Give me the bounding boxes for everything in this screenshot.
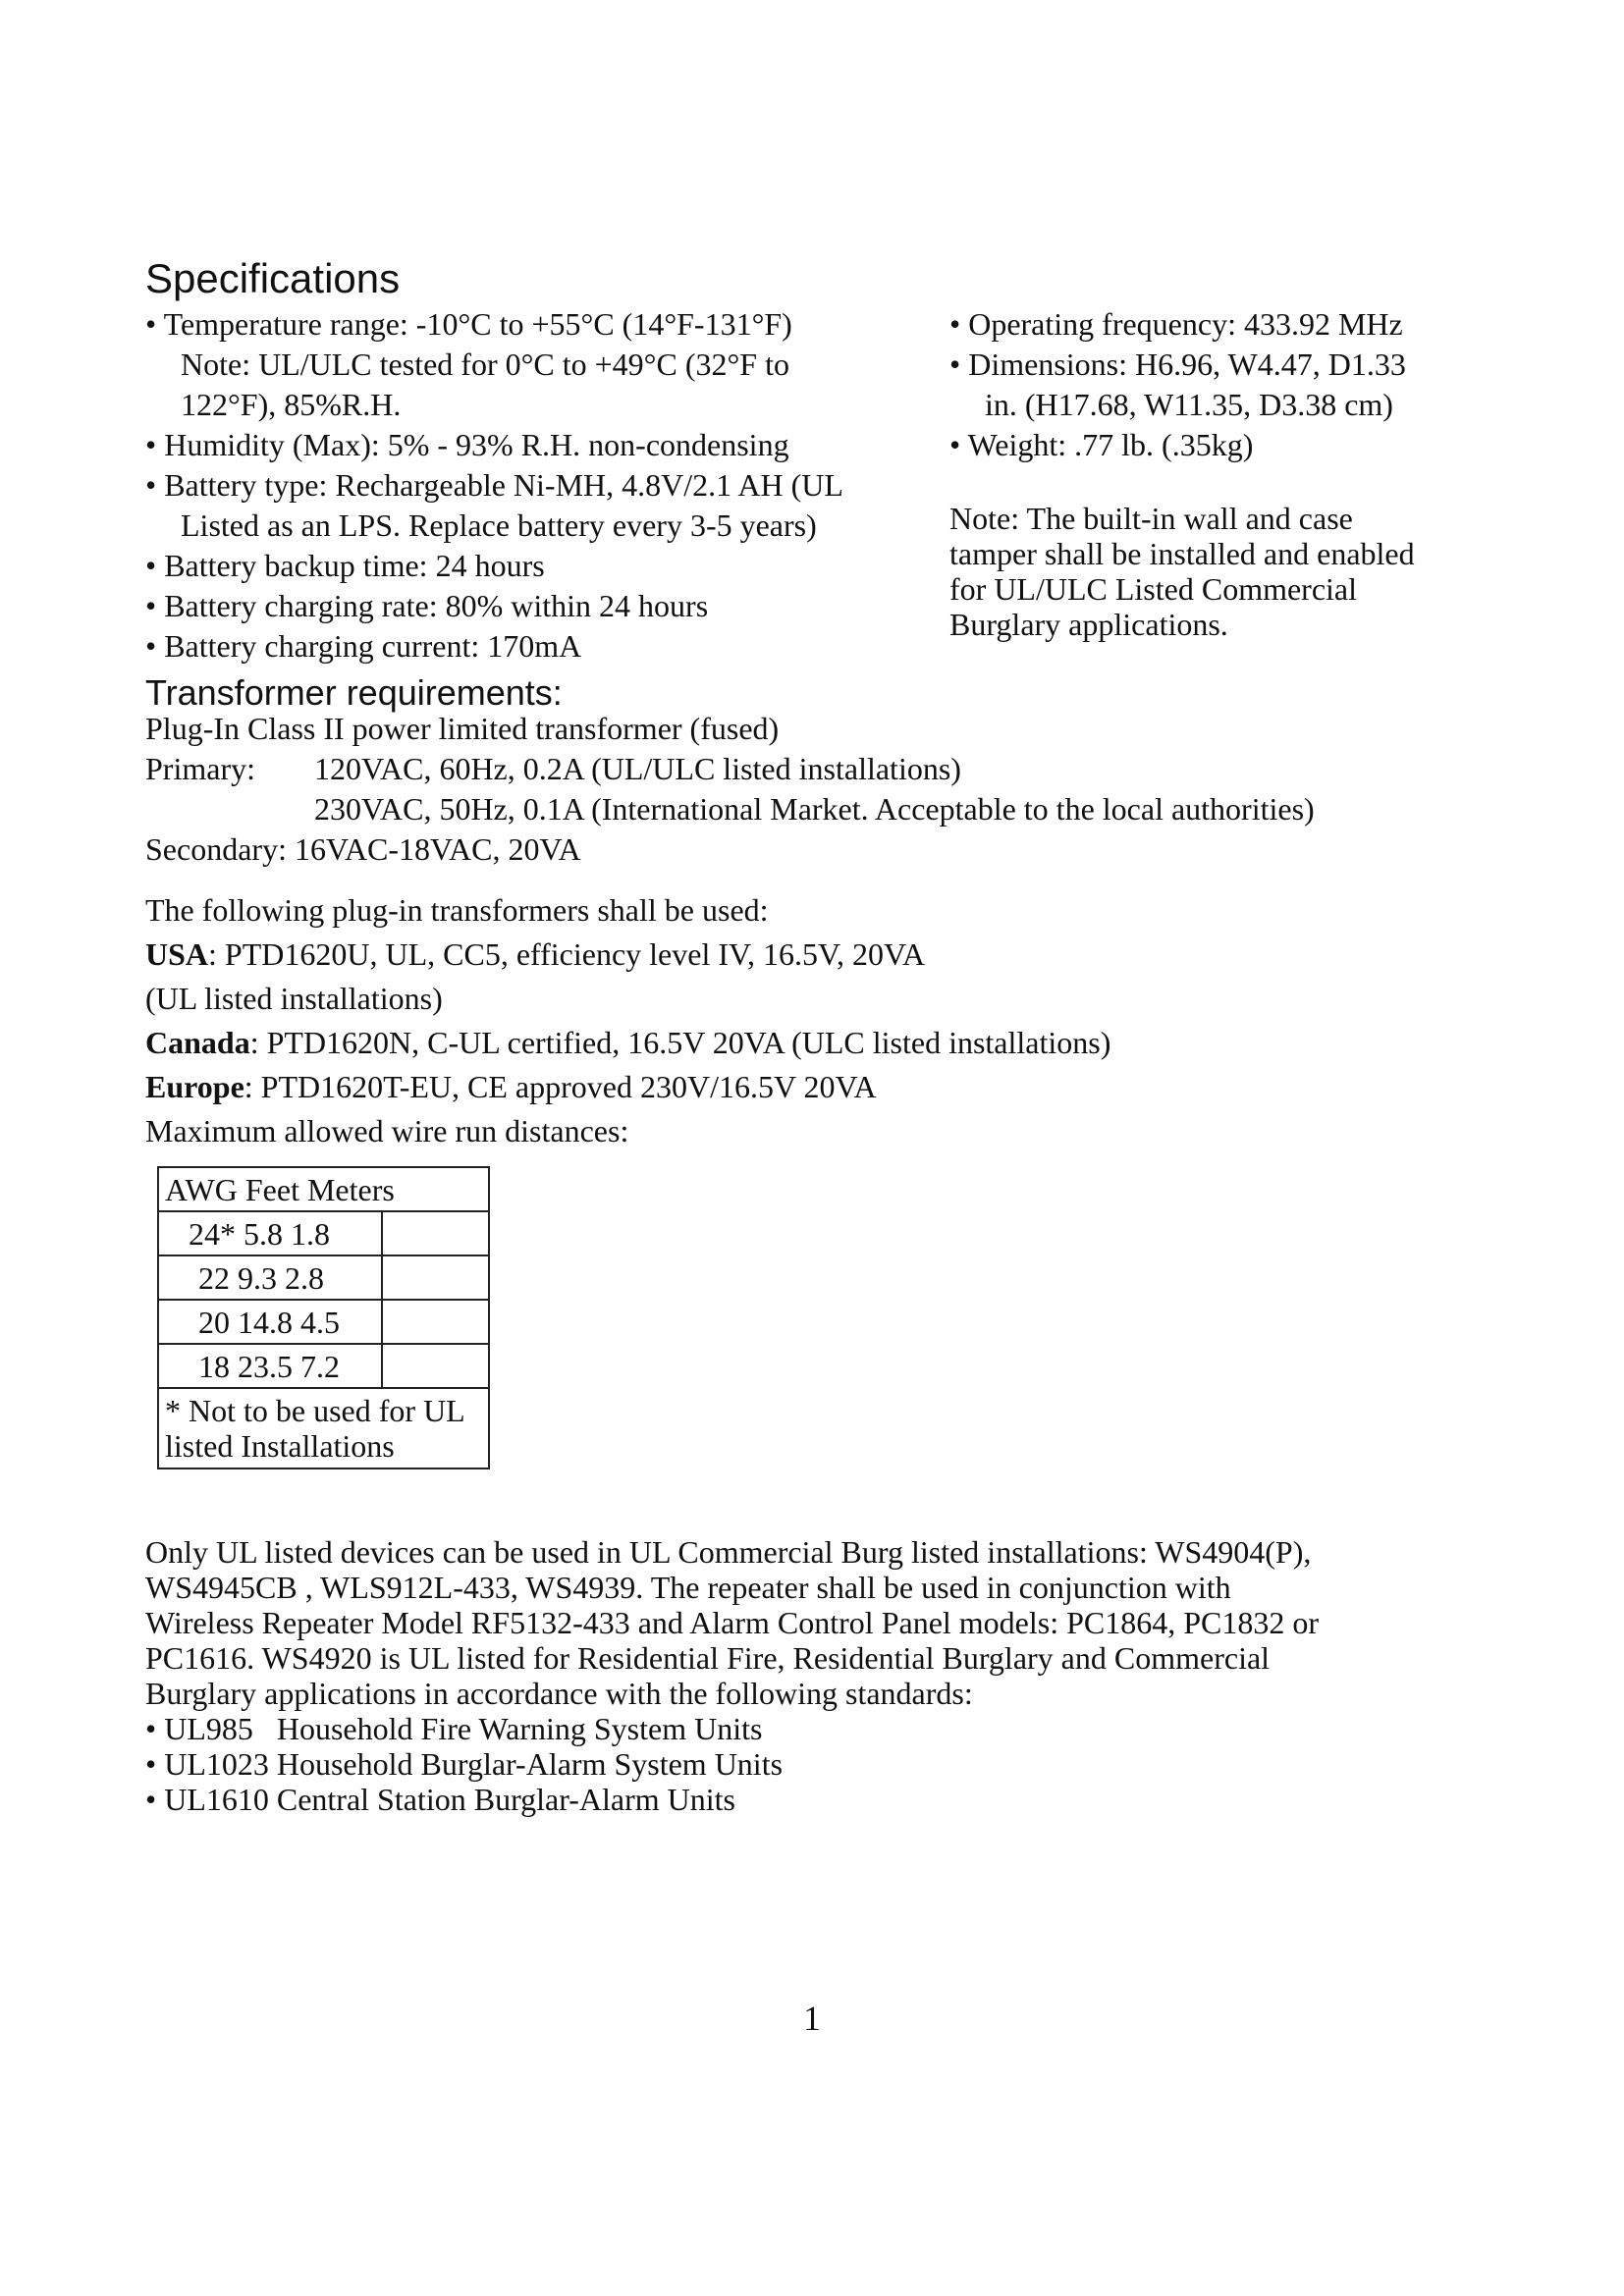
standard-ul1610: • UL1610 Central Station Burglar-Alarm Units (145, 1782, 735, 1817)
standard-ul985: • UL985 Household Fire Warning System Units (145, 1711, 763, 1746)
standard-ul1023: • UL1023 Household Burglar-Alarm System Units (145, 1746, 784, 1782)
europe-line: Europe: PTD1620T-EU, CE approved 230V/16.5V 20VA (145, 1069, 877, 1104)
transformer-primary-2: 230VAC, 50Hz, 0.1A (International Market. Acceptable to the local authorities) (314, 791, 1315, 827)
spec-left-column (145, 304, 843, 667)
spec-battery-charging-rate: • Battery charging rate: 80% within 24 hours (145, 588, 709, 623)
table-row: 22 9.3 2.8 (158, 1255, 489, 1300)
specifications-heading: Specifications (145, 255, 401, 301)
max-wire-text: Maximum allowed wire run distances: (145, 1113, 629, 1148)
table-row: 24* 5.8 1.8 (158, 1211, 489, 1255)
spec-operating-frequency: • Operating frequency: 433.92 MHz (949, 306, 1403, 342)
table-footnote-row: * Not to be used for UL listed Installations (158, 1388, 489, 1468)
transformer-heading: Transformer requirements: (145, 672, 563, 713)
table-header-row: AWG Feet Meters (158, 1167, 489, 1211)
spec-humidity: • Humidity (Max): 5% - 93% R.H. non-condensing (145, 427, 789, 462)
usa-line-2: (UL listed installations) (145, 981, 443, 1016)
spec-battery-charging-current: • Battery charging current: 170mA (145, 628, 582, 664)
spec-battery-type: • Battery type: Rechargeable Ni-MH, 4.8V/2.1 AH (UL Listed as an LPS. Replace battery every 3-5 years) (145, 467, 843, 543)
page-number: 1 (803, 1999, 821, 2038)
spec-dimensions: • Dimensions: H6.96, W4.47, D1.33 in. (H17.68, W11.35, D3.38 cm) (949, 347, 1406, 422)
transformer-section (145, 709, 1315, 870)
ul-listing-section: Only UL listed devices can be used in UL Commercial Burg listed installations: WS4904(P), WS4945CB , WLS912L-433, WS4939. The repeater shall be used in conjunction with Wireless Repeater Model RF5132-433 and Alarm Control Panel models: PC1864, PC1832 or PC1616. WS4920 is UL listed for Residential Fire, Residential Burglary and Commercial Burglary applications in accordance with the following standards: • UL985 Household Fire Warning System Units • UL1023 Household Burglar-Alarm System Units • UL1610 Central Station Burglar-Alarm Units (145, 1534, 1320, 1817)
tamper-note: Note: The built-in wall and case tamper shall be installed and enabled for UL/ULC Listed Commercial Burglary applications. (949, 501, 1415, 642)
spec-right-column (949, 304, 1406, 465)
spec-battery-backup: • Battery backup time: 24 hours (145, 548, 545, 583)
transformer-primary-1: Primary: 120VAC, 60Hz, 0.2A (UL/ULC listed installations) (145, 751, 961, 786)
following-text: The following plug-in transformers shall be used: (145, 892, 769, 928)
plug-in-transformers (145, 888, 1110, 1153)
transformer-class: Plug-In Class II power limited transformer (fused) (145, 711, 780, 746)
transformer-secondary: Secondary: 16VAC-18VAC, 20VA (145, 831, 581, 867)
table-row: 18 23.5 7.2 (158, 1344, 489, 1388)
wire-run-table (157, 1166, 490, 1469)
canada-line: Canada: PTD1620N, C-UL certified, 16.5V 20VA (ULC listed installations) (145, 1025, 1111, 1060)
table-row: 20 14.8 4.5 (158, 1300, 489, 1344)
spec-weight: • Weight: .77 lb. (.35kg) (949, 427, 1254, 462)
usa-line: USA: PTD1620U, UL, CC5, efficiency level IV, 16.5V, 20VA (145, 936, 926, 972)
spec-temperature: • Temperature range: -10°C to +55°C (14°F-131°F) Note: UL/ULC tested for 0°C to +49°C (32°F to 122°F), 85%R.H. (145, 306, 792, 422)
